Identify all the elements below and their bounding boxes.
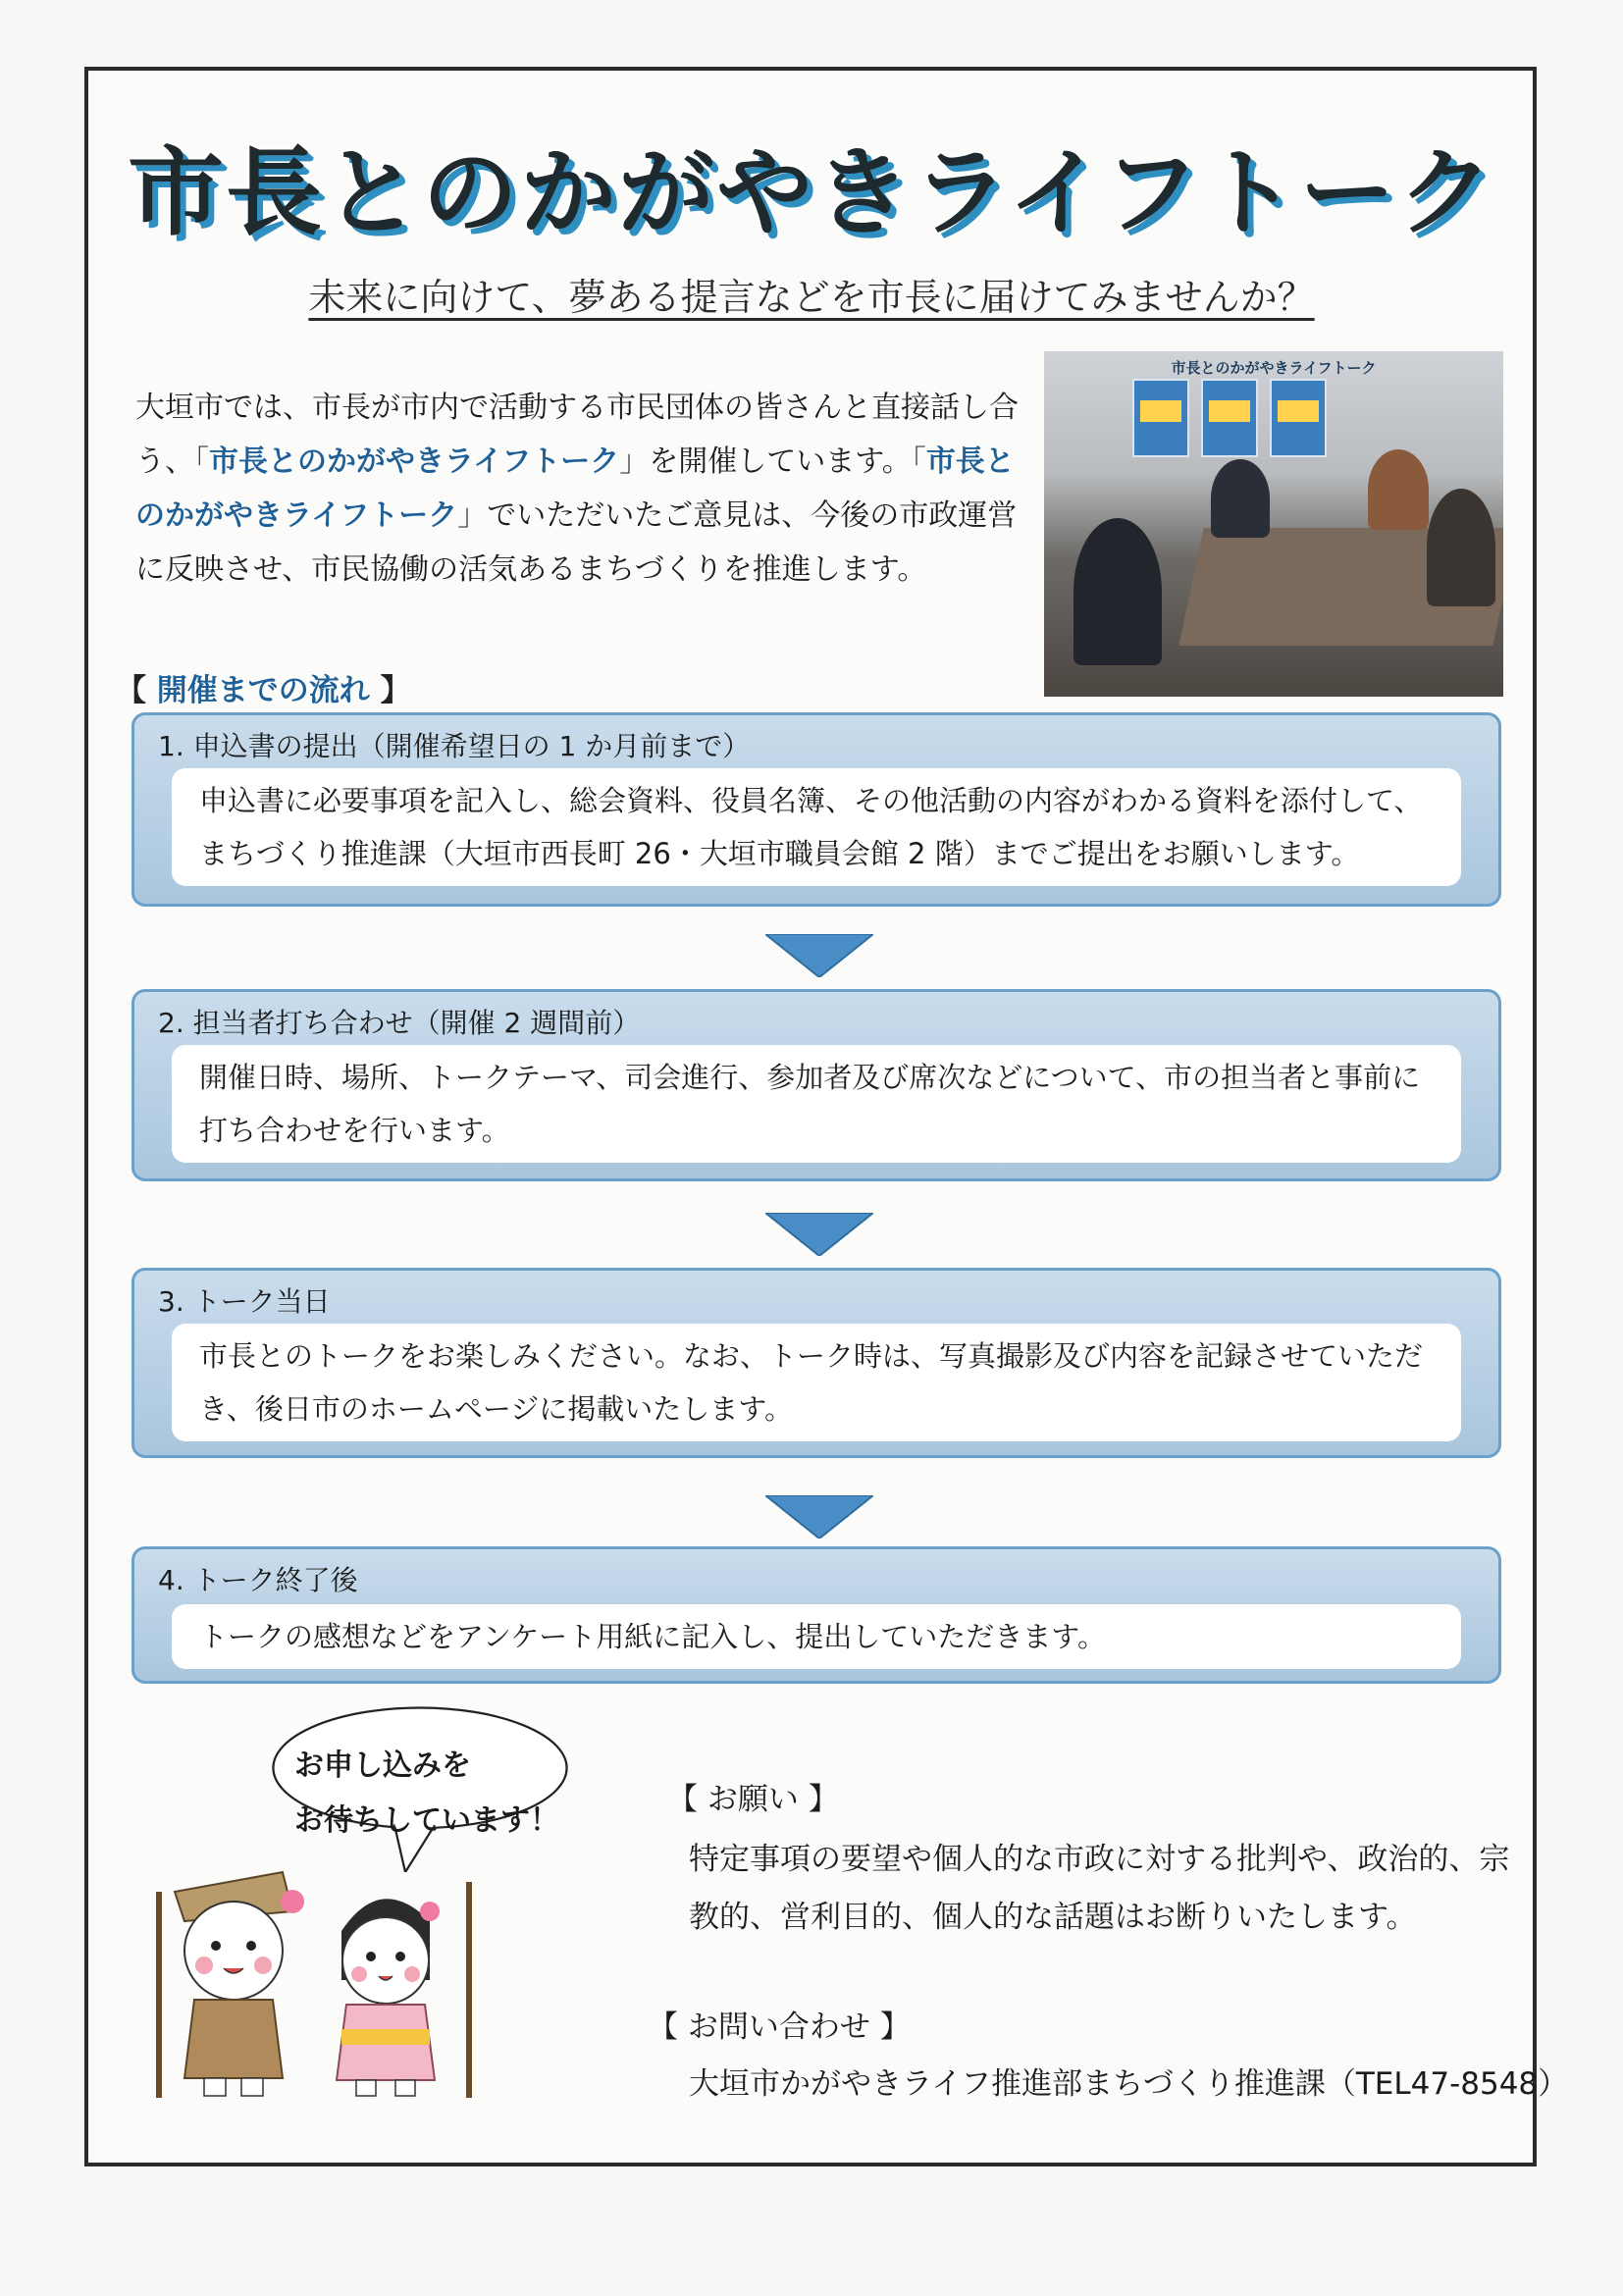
contact-body: 大垣市かがやきライフ推進部まちづくり推進課（TEL47-8548）	[689, 2066, 1569, 2102]
flow-heading-close-bracket: 】	[380, 673, 411, 708]
flow-heading-open-bracket: 【	[116, 673, 146, 708]
intro-text-3: 」でいただいたご意見は、今後の市政運営に反映させ、市民協働の活気あるまちづくりを推進します。	[135, 498, 1018, 587]
photo-person	[1073, 518, 1162, 665]
intro-paragraph	[135, 381, 1036, 597]
subtitle-text: 未来に向けて、夢ある提言などを市長に届けてみませんか？	[308, 276, 1315, 319]
step-1-title: 1. 申込書の提出（開催希望日の 1 か月前まで）	[158, 730, 751, 762]
step-4	[131, 1546, 1501, 1684]
photo-person	[1211, 459, 1270, 538]
step-2	[131, 989, 1501, 1181]
photo-person	[1427, 489, 1495, 606]
intro-text-2: 」を開催しています。「	[619, 444, 926, 479]
photo-person	[1368, 449, 1429, 530]
down-arrow-icon	[765, 1213, 873, 1256]
step-4-body: トークの感想などをアンケート用紙に記入し、提出していただきます。	[172, 1604, 1461, 1669]
step-2-title: 2. 担当者打ち合わせ（開催 2 週間前）	[158, 1007, 641, 1039]
bubble-line-1: お申し込みを	[294, 1748, 471, 1783]
flow-heading	[116, 665, 411, 709]
notice-body: 特定事項の要望や個人的な市政に対する批判や、政治的、宗教的、営利目的、個人的な話題はお断りいたします。	[689, 1842, 1510, 1935]
step-3-title: 3. トーク当日	[158, 1285, 331, 1318]
mascot-illustration	[145, 1852, 489, 2108]
intro-text-1: 大垣市では、市長が市内で活動する市民団体の皆さんと直接話し合う、「	[135, 391, 1019, 479]
photo-poster-2	[1201, 379, 1258, 457]
flow-heading-text: 開催までの流れ	[156, 673, 370, 708]
photo-caption: 市長とのかがやきライフトーク	[1171, 359, 1377, 377]
step-3-body: 市長とのトークをお楽しみください。なお、トーク時は、写真撮影及び内容を記録させていただき、後日市のホームページに掲載いたします。	[172, 1324, 1461, 1441]
step-3	[131, 1268, 1501, 1458]
page-title: 市長とのかがやきライフトーク	[127, 137, 1496, 249]
photo-poster-1	[1132, 379, 1189, 457]
intro-highlight-2: 市長とのかがやきライフトーク	[135, 444, 1015, 533]
contact-heading: 【 お問い合わせ 】	[648, 2009, 911, 2045]
step-1-body: 申込書に必要事項を記入し、総会資料、役員名簿、その他活動の内容がわかる資料を添付して、まちづくり推進課（大垣市西長町 26・大垣市職員会館 2 階）までご提出をお願いします。	[172, 768, 1461, 886]
bubble-text	[294, 1739, 559, 1849]
photo-poster-3	[1270, 379, 1327, 457]
intro-highlight-1: 市長とのかがやきライフトーク	[209, 444, 620, 479]
down-arrow-icon	[765, 934, 873, 977]
step-4-title: 4. トーク終了後	[158, 1564, 358, 1596]
down-arrow-icon	[765, 1495, 873, 1539]
page-subtitle	[0, 267, 1623, 321]
step-2-body: 開催日時、場所、トークテーマ、司会進行、参加者及び席次などについて、市の担当者と事前に打ち合わせを行います。	[172, 1045, 1461, 1163]
bubble-line-2: お待ちしています！	[294, 1803, 559, 1838]
step-1	[131, 712, 1501, 907]
notice-heading: 【 お願い 】	[667, 1782, 839, 1817]
meeting-photo	[1044, 351, 1503, 697]
